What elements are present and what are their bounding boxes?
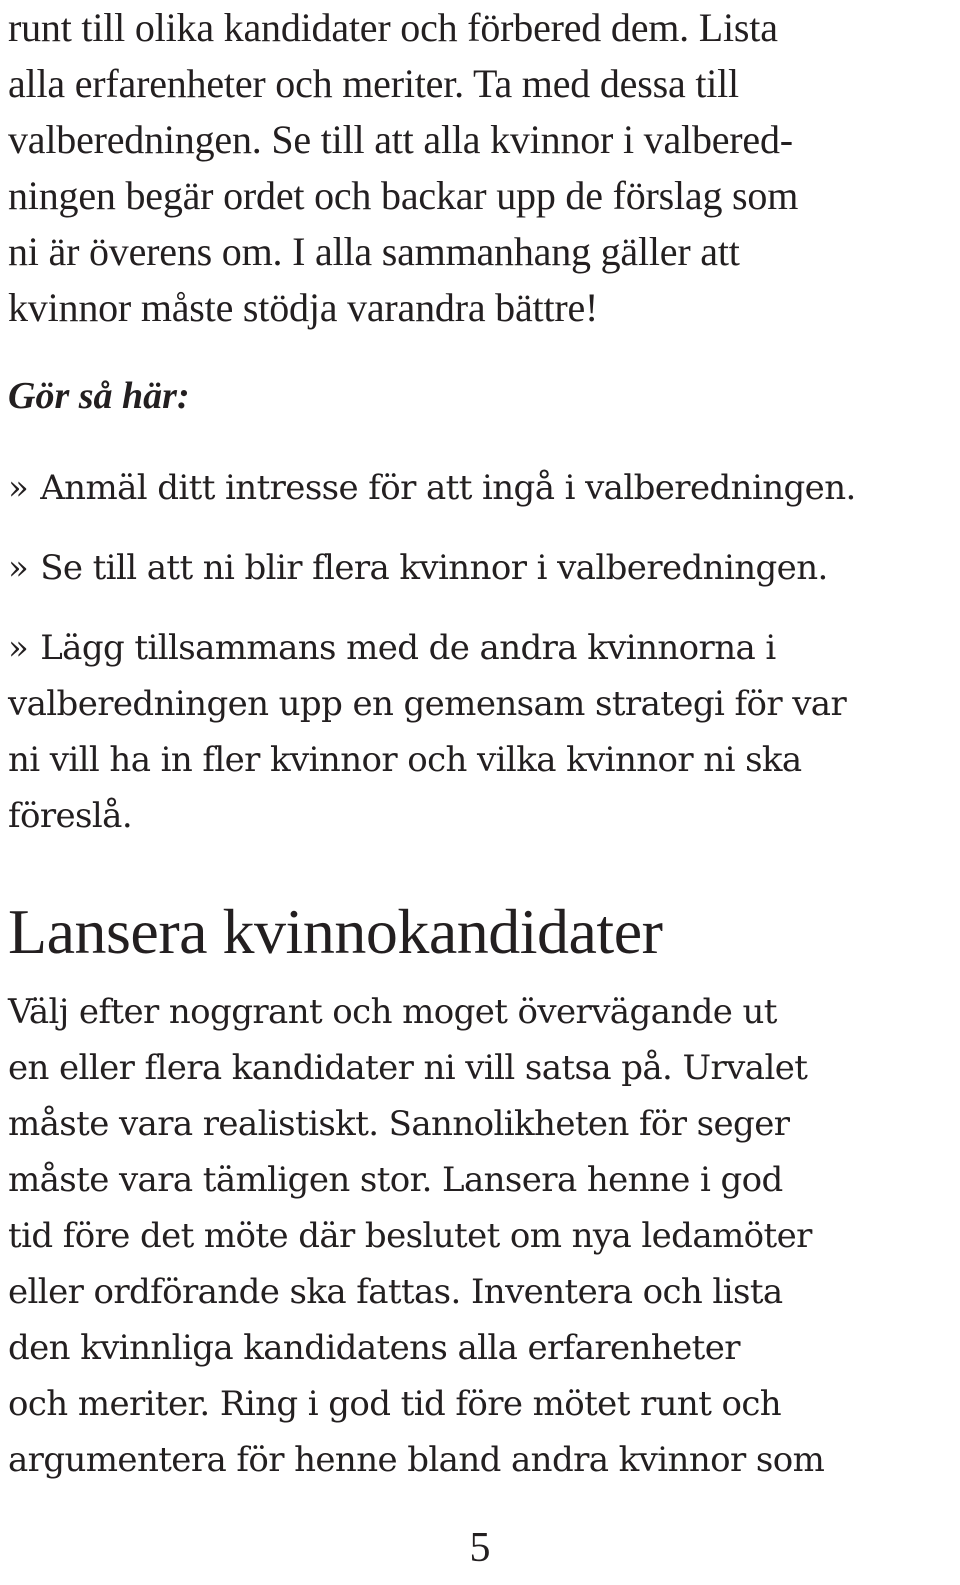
section-line: eller ordförande ska fattas. Inventera och lista <box>8 1272 783 1312</box>
section-line: argumentera för henne bland andra kvinnor som <box>8 1440 825 1480</box>
list-item-text: Anmäl ditt intresse för att ingå i valberedningen. <box>40 468 856 508</box>
section-paragraph <box>8 984 952 1488</box>
list-item-text: Lägg tillsammans med de andra kvinnorna i <box>40 628 776 668</box>
section-title: Lansera kvinnokandidater <box>8 896 663 967</box>
section-line: Välj efter noggrant och moget övervägande ut <box>8 992 777 1032</box>
intro-line: ningen begär ordet och backar upp de förslag som <box>8 173 799 218</box>
list-item-line <box>8 620 952 676</box>
section-line: och meriter. Ring i god tid före mötet runt och <box>8 1384 782 1424</box>
list-item-line: föreslå. <box>8 796 133 836</box>
howto-list <box>8 460 952 844</box>
howto-heading: Gör så här: <box>8 375 190 417</box>
bullet-marker-icon: » <box>8 628 29 668</box>
list-item <box>8 460 952 516</box>
page-number: 5 <box>469 1525 491 1571</box>
list-item-line <box>8 540 952 596</box>
bullet-marker-icon: » <box>8 548 29 588</box>
list-item-line: valberedningen upp en gemensam strategi för var <box>8 684 847 724</box>
section-line: tid före det möte där beslutet om nya ledamöter <box>8 1216 812 1256</box>
document-page <box>8 0 952 1488</box>
intro-line: ni är överens om. I alla sammanhang gäller att <box>8 229 740 274</box>
intro-paragraph <box>8 0 952 336</box>
section-line: den kvinnliga kandidatens alla erfarenheter <box>8 1328 740 1368</box>
list-item-text: Se till att ni blir flera kvinnor i valberedningen. <box>40 548 828 588</box>
list-item <box>8 620 952 844</box>
intro-line: kvinnor måste stödja varandra bättre! <box>8 285 599 330</box>
intro-line: alla erfarenheter och meriter. Ta med dessa till <box>8 61 739 106</box>
section-line: måste vara realistiskt. Sannolikheten för seger <box>8 1104 790 1144</box>
list-item-line: ni vill ha in fler kvinnor och vilka kvinnor ni ska <box>8 740 802 780</box>
section-line: måste vara tämligen stor. Lansera henne i god <box>8 1160 783 1200</box>
list-item <box>8 540 952 596</box>
bullet-marker-icon: » <box>8 468 29 508</box>
section-line: en eller flera kandidater ni vill satsa på. Urvalet <box>8 1048 808 1088</box>
intro-line: runt till olika kandidater och förbered dem. Lista <box>8 5 778 50</box>
list-item-line <box>8 460 952 516</box>
intro-line: valberedningen. Se till att alla kvinnor i valbered- <box>8 117 793 162</box>
